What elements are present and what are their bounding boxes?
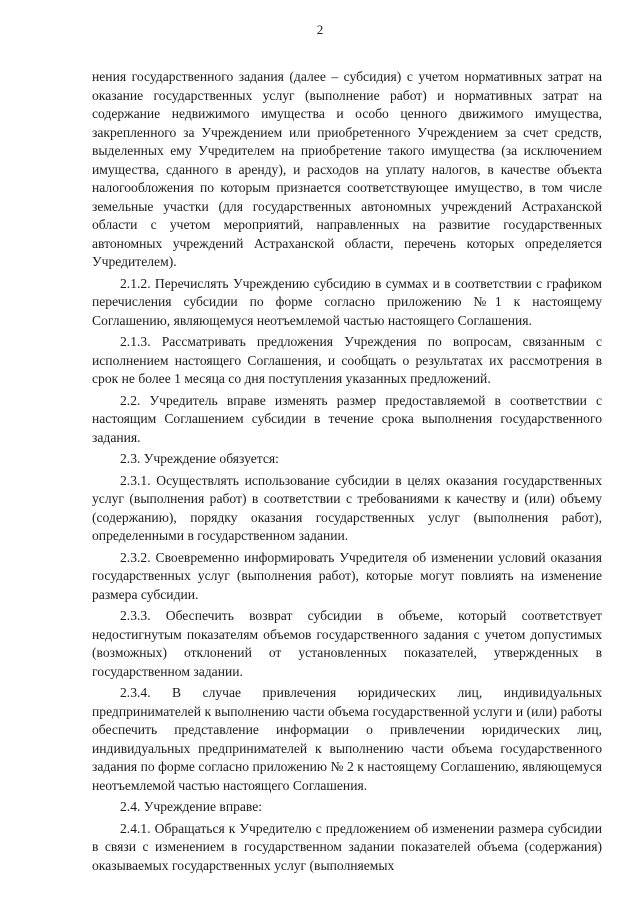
paragraph-2-3: 2.3. Учреждение обязуется:	[120, 451, 279, 466]
paragraph-2-4: 2.4. Учреждение вправе:	[120, 799, 263, 814]
paragraph-2-3-4: 2.3.4. В случае привлечения юридических лиц, индивидуальных предпринимателей к выполнению части объема государственной услуги и (или) работы обеспечить представление информации о привлечении юридических лиц, индивидуальных предпринимателей к выполнению части объема государственного задания по форме согласно приложению № 2 к настоящему Соглашению, являющемуся неотъемлемой частью настоящего Соглашения.	[92, 685, 602, 793]
paragraph-2-2: 2.2. Учредитель вправе изменять размер предоставляемой в соответствии с настоящим Соглашением субсидии в течение срока выполнения государственного задания.	[92, 392, 602, 445]
paragraph-2-4-1: 2.4.1. Обращаться к Учредителю с предложением об изменении размера субсидии в связи с изменением в государственном задании показателей объема (содержания) оказываемых государственных услуг (выполняемых	[92, 820, 602, 873]
paragraph-continuation: нения государственного задания (далее – субсидия) с учетом нормативных затрат на оказание государственных услуг (выполнение работ) и нормативных затрат на содержание недвижимого имущества и особо ценного движимого имущества, закрепленного за Учреждением или приобретенного Учреждением за счет средств, выделенных ему Учредителем на приобретение такого имущества (за исключением имущества, сданного в аренду), и расходов на уплату налогов, в качестве объекта налогообложения по которым признается соответствующее имущество, в том числе земельные участки (для государственных автономных учреждений Астраханской области с учетом мероприятий, направленных на развитие государственных автономных учреждений Астраханской области, перечень которых определяется Учредителем).	[92, 69, 602, 269]
paragraph-2-3-2: 2.3.2. Своевременно информировать Учредителя об изменении условий оказания государственных услуг (выполнения работ), которые могут повлиять на изменение размера субсидии.	[92, 549, 602, 602]
document-body	[92, 68, 602, 878]
paragraph-2-3-3: 2.3.3. Обеспечить возврат субсидии в объеме, который соответствует недостигнутым показателям объемов государственного задания с учетом допустимых (возможных) отклонений от установленных показателей, утвержденных в государственном задании.	[92, 608, 602, 679]
paragraph-2-3-1: 2.3.1. Осуществлять использование субсидии в целях оказания государственных услуг (выполнения работ) в соответствии с требованиями к качеству и (или) объему (содержанию), порядку оказания государственных услуг (выполнения работ), определенными в государственном задании.	[92, 472, 602, 543]
paragraph-2-1-2: 2.1.2. Перечислять Учреждению субсидию в суммах и в соответствии с графиком перечисления субсидии по форме согласно приложению №1 к настоящему Соглашению, являющемуся неотъемлемой частью настоящего Соглашения.	[92, 275, 602, 328]
paragraph-2-1-3: 2.1.3. Рассматривать предложения Учреждения по вопросам, связанным с исполнением настоящего Соглашения, и сообщать о результатах их рассмотрения в срок не более 1 месяца со дня поступления указанных предложений.	[92, 334, 602, 386]
page-number: 2	[316, 22, 324, 37]
